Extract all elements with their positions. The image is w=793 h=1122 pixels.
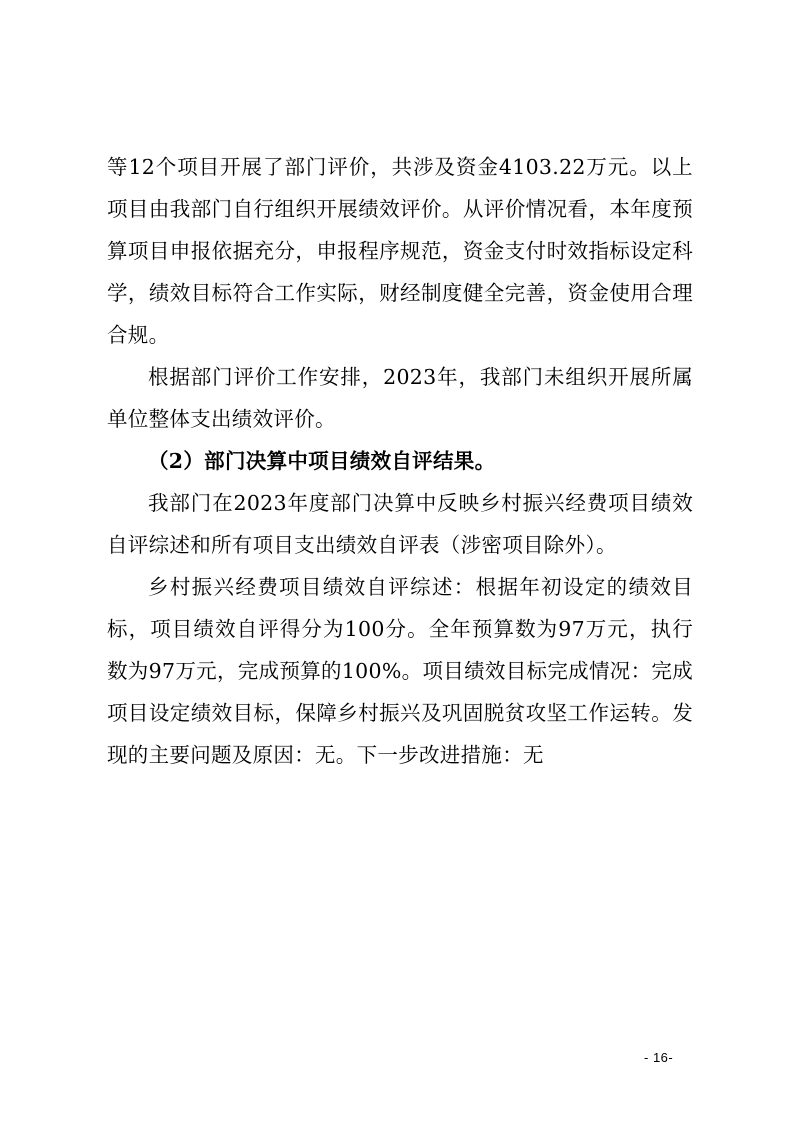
document-body [107, 146, 693, 776]
paragraph-continuation: 等12个项目开展了部门评价，共涉及资金4103.22万元。以上项目由我部门自行组织开展绩效评价。从评价情况看，本年度预算项目申报依据充分，申报程序规范，资金支付时效指标设定科学，绩效目标符合工作实际，财经制度健全完善，资金使用合理合规。 [107, 155, 693, 347]
page-number: - 16- [644, 1050, 674, 1065]
paragraph-rural-revitalization-summary: 乡村振兴经费项目绩效自评综述：根据年初设定的绩效目标，项目绩效自评得分为100分。全年预算数为97万元，执行数为97万元，完成预算的100%。项目绩效目标完成情况：完成项目设定绩效目标，保障乡村振兴及巩固脱贫攻坚工作运转。发现的主要问题及原因：无。下一步改进措施：无 [107, 575, 693, 767]
paragraph-self-evaluation-intro: 我部门在2023年度部门决算中反映乡村振兴经费项目绩效自评综述和所有项目支出绩效自评表（涉密项目除外）。 [107, 491, 693, 557]
section-subheading: （2）部门决算中项目绩效自评结果。 [148, 449, 496, 473]
paragraph-unit-evaluation: 根据部门评价工作安排，2023年，我部门未组织开展所属单位整体支出绩效评价。 [107, 365, 693, 431]
